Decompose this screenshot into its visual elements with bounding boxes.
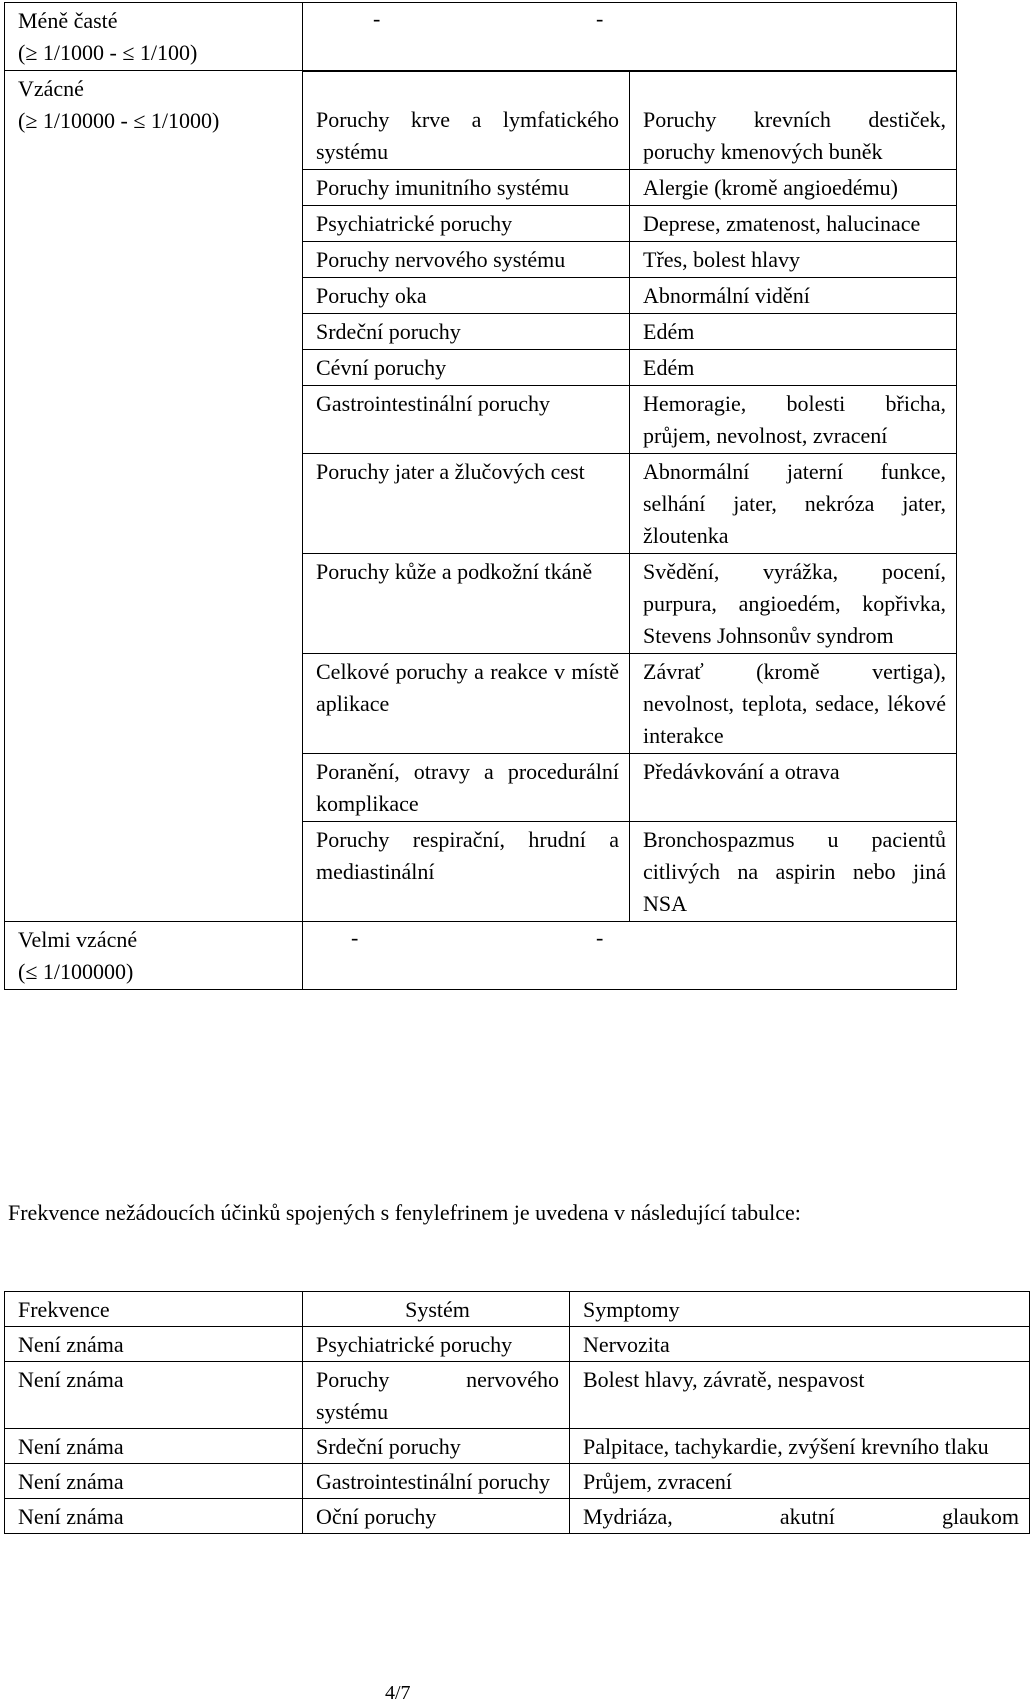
phenylephrine-effects-table xyxy=(4,1291,1030,1534)
frequency-label: Vzácné xyxy=(18,76,84,101)
intro-paragraph: Frekvence nežádoucích účinků spojených s fenylefrinem je uvedena v následující tabulce: xyxy=(8,1200,801,1225)
table-row xyxy=(5,1327,1030,1362)
frequency-label: Velmi vzácné xyxy=(18,927,138,952)
frequency-label: Méně časté xyxy=(18,8,118,33)
frequency-cell: Není známa xyxy=(5,1429,303,1464)
system-cell: Poruchy krve a lymfatického systému xyxy=(303,72,630,170)
frequency-cell: Není známa xyxy=(5,1499,303,1534)
dash: - xyxy=(373,6,381,31)
system-cell: Cévní poruchy xyxy=(303,350,630,386)
symptoms-cell: Edém xyxy=(630,314,957,350)
system-cell: Poruchy imunitního systému xyxy=(303,170,630,206)
system-cell: Oční poruchy xyxy=(303,1499,570,1534)
symptoms-cell: Hemoragie, bolesti břicha, průjem, nevolnost, zvracení xyxy=(630,386,957,454)
frequency-range: (≥ 1/1000 - ≤ 1/100) xyxy=(18,40,198,65)
table-row xyxy=(5,922,957,990)
symptoms-cell: Svědění, vyrážka, pocení, purpura, angioedém, kopřivka, Stevens Johnsonův syndrom xyxy=(630,554,957,654)
symptoms-cell: Nervozita xyxy=(570,1327,1030,1362)
frequency-cell: Není známa xyxy=(5,1327,303,1362)
system-cell: Gastrointestinální poruchy xyxy=(303,386,630,454)
system-cell: Poruchy oka xyxy=(303,278,630,314)
symptoms-cell: Bolest hlavy, závratě, nespavost xyxy=(570,1362,1030,1429)
symptoms-cell: Abnormální jaterní funkce, selhání jater, nekróza jater, žloutenka xyxy=(630,454,957,554)
system-cell: Poruchy nervového systému xyxy=(303,1362,570,1429)
system-cell: Poranění, otravy a procedurální komplikace xyxy=(303,754,630,822)
system-cell: Psychiatrické poruchy xyxy=(303,1327,570,1362)
system-cell: Srdeční poruchy xyxy=(303,314,630,350)
symptoms-cell: Poruchy krevních destiček, poruchy kmenových buněk xyxy=(630,72,957,170)
frequency-cell xyxy=(5,71,303,922)
symptoms-cell: Předávkování a otrava xyxy=(630,754,957,822)
symptoms-cell: Deprese, zmatenost, halucinace xyxy=(630,206,957,242)
dash: - xyxy=(596,6,604,31)
dash: - xyxy=(351,925,359,950)
frequency-cell: Není známa xyxy=(5,1464,303,1499)
table-row xyxy=(5,3,957,71)
system-cell: Poruchy jater a žlučových cest xyxy=(303,454,630,554)
symptoms-cell: Alergie (kromě angioedému) xyxy=(630,170,957,206)
symptoms-cell: Edém xyxy=(630,350,957,386)
symptoms-cell: Průjem, zvracení xyxy=(570,1464,1030,1499)
symptoms-cell: Závrať (kromě vertiga), nevolnost, teplota, sedace, lékové interakce xyxy=(630,654,957,754)
frequency-range: (≤ 1/100000) xyxy=(18,959,134,984)
page-number: 4/7 xyxy=(385,1682,411,1704)
system-cell: Poruchy kůže a podkožní tkáně xyxy=(303,554,630,654)
system-cell: Srdeční poruchy xyxy=(303,1429,570,1464)
dash: - xyxy=(596,925,604,950)
header-frequency: Frekvence xyxy=(5,1292,303,1327)
system-cell: Psychiatrické poruchy xyxy=(303,206,630,242)
frequency-cell: Není známa xyxy=(5,1362,303,1429)
system-cell: Celkové poruchy a reakce v místě aplikace xyxy=(303,654,630,754)
dash-cell xyxy=(303,922,957,990)
adverse-effects-table xyxy=(4,2,957,990)
table-row xyxy=(5,1499,1030,1534)
system-cell: Poruchy nervového systému xyxy=(303,242,630,278)
symptoms-cell: Bronchospazmus u pacientů citlivých na aspirin nebo jiná NSA xyxy=(630,822,957,922)
symptoms-cell: Palpitace, tachykardie, zvýšení krevního tlaku xyxy=(570,1429,1030,1464)
system-cell: Poruchy respirační, hrudní a mediastinální xyxy=(303,822,630,922)
frequency-range: (≥ 1/10000 - ≤ 1/1000) xyxy=(18,108,220,133)
symptoms-cell: Mydriáza, akutní glaukom xyxy=(570,1499,1030,1534)
header-symptoms: Symptomy xyxy=(570,1292,1030,1327)
table-row xyxy=(5,1429,1030,1464)
header-system: Systém xyxy=(303,1292,570,1327)
frequency-cell xyxy=(5,922,303,990)
table-row xyxy=(5,1362,1030,1429)
dash-cell xyxy=(303,3,957,71)
frequency-cell xyxy=(5,3,303,71)
symptoms-cell: Abnormální vidění xyxy=(630,278,957,314)
table-row xyxy=(5,1464,1030,1499)
table-header-row xyxy=(5,1292,1030,1327)
system-cell: Gastrointestinální poruchy xyxy=(303,1464,570,1499)
symptoms-cell: Třes, bolest hlavy xyxy=(630,242,957,278)
